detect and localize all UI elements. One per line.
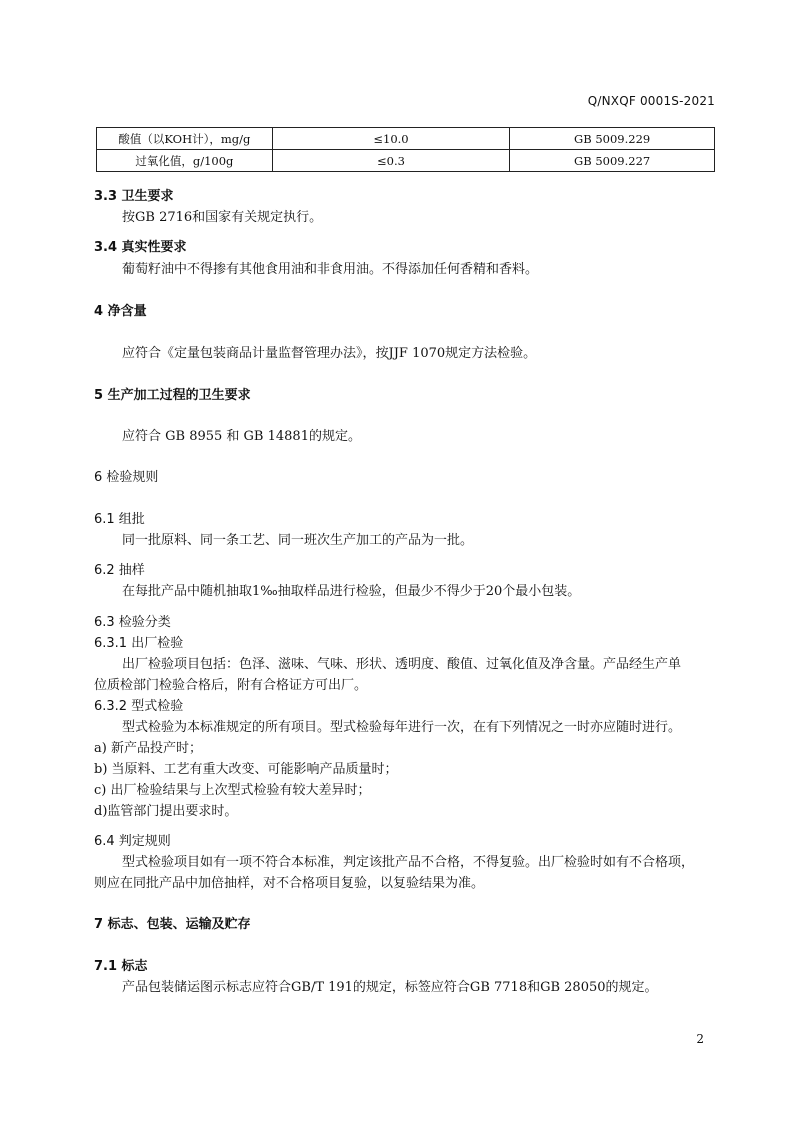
page-number: 2 xyxy=(696,1032,704,1046)
section-6-3-1-body-line-1: 出厂检验项目包括：色泽、滋味、气味、形状、透明度、酸值、过氧化值及净含量。产品经生产单 xyxy=(122,657,682,672)
table-cell-method: GB 5009.227 xyxy=(510,150,715,172)
section-7-1-title: 7.1 标志 xyxy=(94,959,148,974)
spec-table xyxy=(96,127,715,172)
list-item: b) 当原料、工艺有重大改变、可能影响产品质量时； xyxy=(94,762,398,777)
section-6-2-body: 在每批产品中随机抽取1‰抽取样品进行检验，但最少不得少于20个最小包装。 xyxy=(122,584,581,599)
section-6-3-title: 6.3 检验分类 xyxy=(94,615,171,630)
table-row xyxy=(97,150,715,172)
table-cell-method: GB 5009.229 xyxy=(510,128,715,150)
section-6-1-body: 同一批原料、同一条工艺、同一班次生产加工的产品为一批。 xyxy=(122,533,474,548)
list-item: c) 出厂检验结果与上次型式检验有较大差异时； xyxy=(94,783,371,798)
document-code: Q/NXQF 0001S-2021 xyxy=(587,94,715,108)
section-6-title: 6 检验规则 xyxy=(94,470,159,485)
section-3-4-title: 3.4 真实性要求 xyxy=(94,240,187,255)
list-item: d)监管部门提出要求时。 xyxy=(94,804,238,819)
section-4-body: 应符合《定量包装商品计量监督管理办法》，按JJF 1070规定方法检验。 xyxy=(122,346,537,361)
section-6-3-1-title: 6.3.1 出厂检验 xyxy=(94,636,184,651)
section-4-title: 4 净含量 xyxy=(94,304,147,319)
section-6-1-title: 6.1 组批 xyxy=(94,512,145,527)
section-6-4-body-line-1: 型式检验项目如有一项不符合本标准，判定该批产品不合格，不得复验。出厂检验时如有不合格项， xyxy=(122,855,695,870)
section-6-3-1-body-line-2: 位质检部门检验合格后，附有合格证方可出厂。 xyxy=(94,678,368,693)
section-7-title: 7 标志、包装、运输及贮存 xyxy=(94,917,251,932)
table-cell-value: ≤10.0 xyxy=(272,128,510,150)
section-5-body: 应符合 GB 8955 和 GB 14881的规定。 xyxy=(122,429,361,444)
table-cell-item: 过氧化值，g/100g xyxy=(97,150,273,172)
section-6-3-2-body: 型式检验为本标准规定的所有项目。型式检验每年进行一次，在有下列情况之一时亦应随时进行。 xyxy=(122,720,682,735)
section-3-3-body: 按GB 2716和国家有关规定执行。 xyxy=(122,210,323,225)
table-cell-item: 酸值（以KOH计），mg/g xyxy=(97,128,273,150)
table-cell-value: ≤0.3 xyxy=(272,150,510,172)
section-6-2-title: 6.2 抽样 xyxy=(94,563,145,578)
section-5-title: 5 生产加工过程的卫生要求 xyxy=(94,388,251,403)
section-6-4-body-line-2: 则应在同批产品中加倍抽样，对不合格项目复验，以复验结果为准。 xyxy=(94,876,485,891)
table-row xyxy=(97,128,715,150)
section-6-4-title: 6.4 判定规则 xyxy=(94,834,171,849)
list-item: a) 新产品投产时； xyxy=(94,741,202,756)
section-3-3-title: 3.3 卫生要求 xyxy=(94,189,174,204)
section-3-4-body: 葡萄籽油中不得掺有其他食用油和非食用油。不得添加任何香精和香料。 xyxy=(122,262,539,277)
section-6-3-2-title: 6.3.2 型式检验 xyxy=(94,699,184,714)
section-7-1-body: 产品包装储运图示标志应符合GB/T 191的规定，标签应符合GB 7718和GB 28050的规定。 xyxy=(122,980,658,995)
